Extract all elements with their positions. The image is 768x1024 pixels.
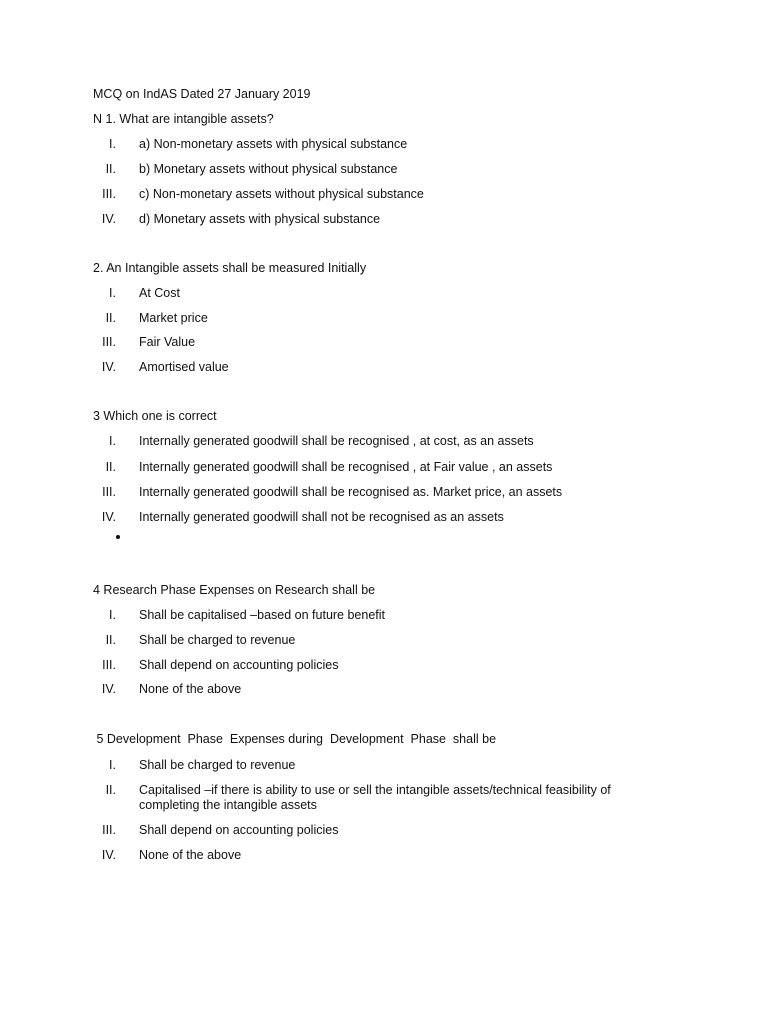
- option-number: III.: [102, 658, 116, 672]
- question-text: 3 Which one is correct: [93, 409, 217, 423]
- option-number: II.: [105, 460, 116, 474]
- option-number: II.: [105, 783, 116, 797]
- option-text: Shall depend on accounting policies: [139, 658, 339, 672]
- option-text: Internally generated goodwill shall be recognised as. Market price, an assets: [139, 485, 563, 499]
- option-number: I.: [109, 434, 116, 448]
- question-text: 4 Research Phase Expenses on Research shall be: [93, 583, 376, 597]
- option-text: Internally generated goodwill shall be recognised , at cost, as an assets: [139, 434, 534, 448]
- question-text: 2. An Intangible assets shall be measured Initially: [93, 261, 367, 275]
- empty-bullet-point: [116, 535, 120, 539]
- option-number: II.: [105, 633, 116, 647]
- option-text: Fair Value: [139, 335, 196, 349]
- option-number: I.: [109, 137, 116, 151]
- option-number: III.: [102, 823, 116, 837]
- option-text: Shall be capitalised –based on future benefit: [139, 608, 386, 622]
- option-number: I.: [109, 286, 116, 300]
- option-text: c) Non-monetary assets without physical substance: [139, 187, 424, 201]
- option-number: IV.: [101, 682, 116, 696]
- option-number: III.: [102, 485, 116, 499]
- option-text: Internally generated goodwill shall be recognised , at Fair value , an assets: [139, 460, 553, 474]
- question-text: 5 Development Phase Expenses during Development Phase shall be: [93, 732, 497, 746]
- option-text: Internally generated goodwill shall not be recognised as an assets: [139, 510, 504, 524]
- option-number: IV.: [101, 212, 116, 226]
- question-text: N 1. What are intangible assets?: [93, 112, 274, 126]
- option-text: Shall depend on accounting policies: [139, 823, 339, 837]
- option-number: III.: [102, 187, 116, 201]
- option-number: I.: [109, 758, 116, 772]
- option-number: II.: [105, 311, 116, 325]
- option-text: At Cost: [139, 286, 180, 300]
- option-number: III.: [102, 335, 116, 349]
- option-number: IV.: [101, 848, 116, 862]
- option-text: Shall be charged to revenue: [139, 633, 296, 647]
- option-text: None of the above: [139, 848, 242, 862]
- option-text: Capitalised –if there is ability to use or sell the intangible assets/technical feasibility of completing the intangible assets: [139, 783, 611, 812]
- option-text: a) Non-monetary assets with physical substance: [139, 137, 408, 151]
- document-title: MCQ on IndAS Dated 27 January 2019: [93, 87, 311, 101]
- option-text: d) Monetary assets with physical substance: [139, 212, 381, 226]
- option-text: Shall be charged to revenue: [139, 758, 296, 772]
- option-text: b) Monetary assets without physical substance: [139, 162, 398, 176]
- option-number: IV.: [101, 360, 116, 374]
- option-text: Market price: [139, 311, 208, 325]
- option-text: None of the above: [139, 682, 242, 696]
- option-number: IV.: [101, 510, 116, 524]
- option-text: Amortised value: [139, 360, 229, 374]
- option-number: II.: [105, 162, 116, 176]
- option-number: I.: [109, 608, 116, 622]
